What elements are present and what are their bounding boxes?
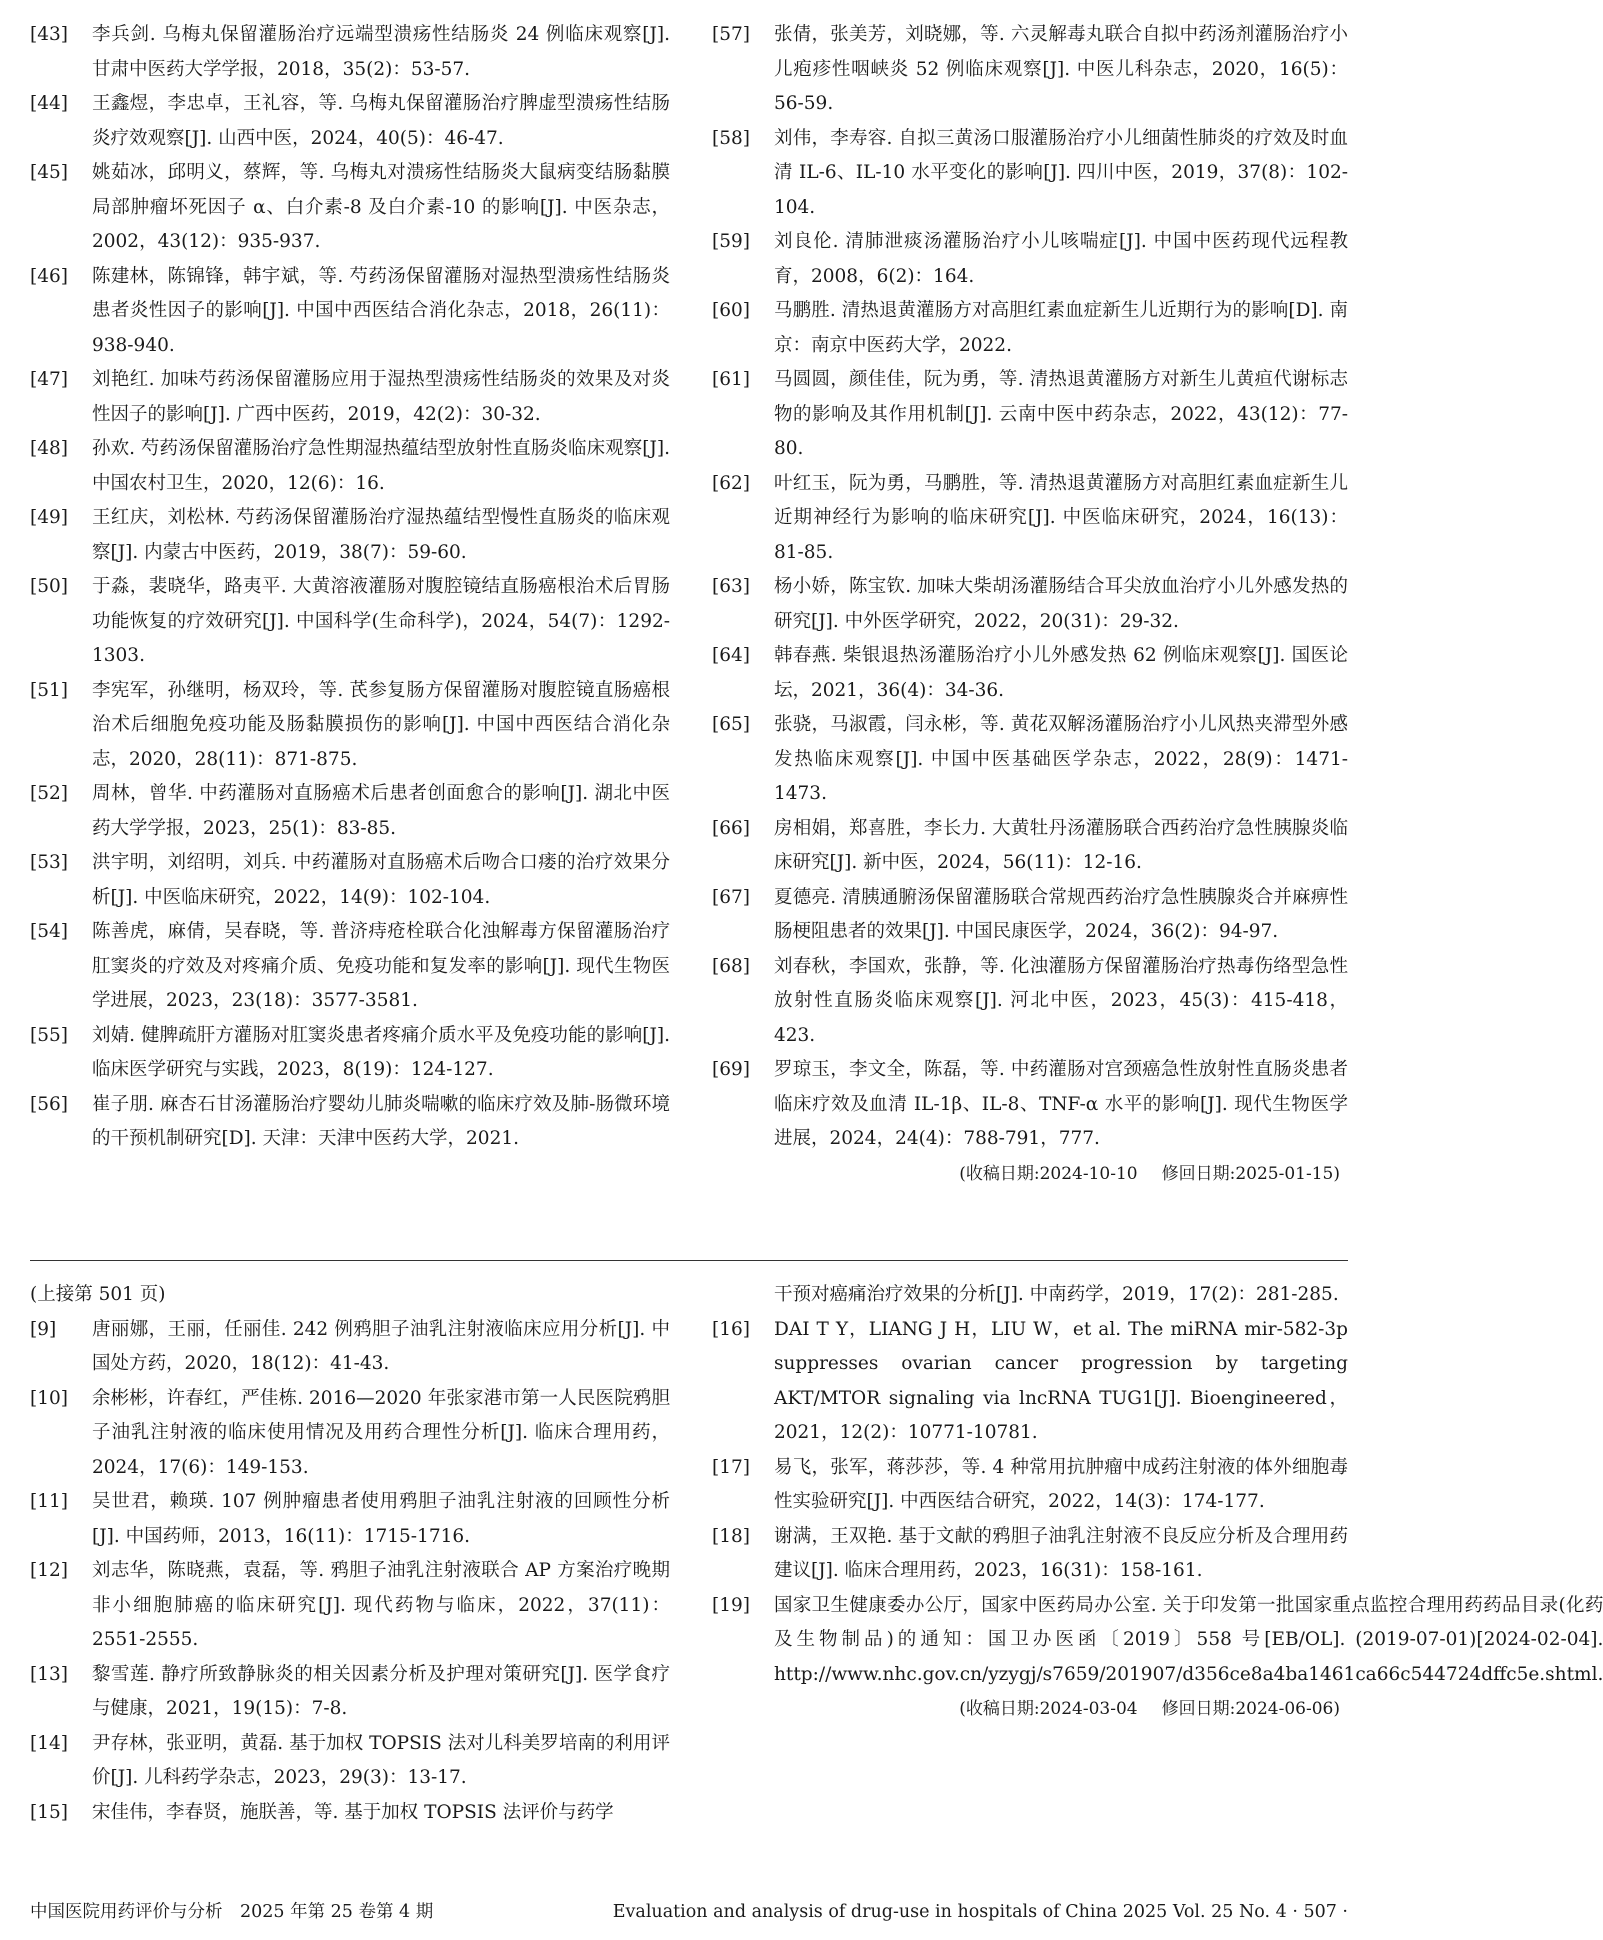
reference-list	[712, 1313, 1603, 1693]
top-left-column	[30, 18, 670, 1157]
revised-date: 修回日期:2025-01-15)	[1161, 1163, 1340, 1184]
top-right-column	[712, 18, 1348, 1191]
reference-text: 韩春燕. 柴银退热汤灌肠治疗小儿外感发热 62 例临床观察[J]. 国医论坛，2021，36(4)：34-36.	[774, 645, 1348, 701]
reference-text: 李宪军，孙继明，杨双玲，等. 芪参复肠方保留灌肠对腹腔镜直肠癌根治术后细胞免疫功能及肠黏膜损伤的影响[J]. 中国中西医结合消化杂志，2020，28(11)：871-875.	[92, 679, 670, 770]
reference-number: [61]	[712, 369, 750, 390]
reference-item	[30, 777, 670, 846]
reference-item	[712, 122, 1348, 226]
reference-item	[712, 363, 1348, 467]
reference-text: 李兵剑. 乌梅丸保留灌肠治疗远端型溃疡性结肠炎 24 例临床观察[J]. 甘肃中医药大学学报，2018，35(2)：53-57.	[92, 24, 670, 80]
reference-text: 于淼，裴晓华，路夷平. 大黄溶液灌肠对腹腔镜结直肠癌根治术后胃肠功能恢复的疗效研究[J]. 中国科学(生命科学)，2024，54(7)：1292-1303.	[92, 576, 670, 666]
reference-number: [50]	[30, 576, 68, 597]
reference-number: [56]	[30, 1093, 68, 1115]
reference-number: [12]	[30, 1560, 68, 1581]
reference-number: [57]	[712, 24, 750, 45]
reference-list	[712, 18, 1348, 1157]
reference-number: [63]	[712, 576, 750, 597]
reference-item	[30, 260, 670, 364]
reference-text: 张骁，马淑霞，闫永彬，等. 黄花双解汤灌肠治疗小儿风热夹滞型外感发热临床观察[J]. 中国中医基础医学杂志，2022，28(9)：1471-1473.	[774, 714, 1348, 804]
reference-number: [44]	[30, 93, 68, 114]
article-dates	[712, 1157, 1348, 1191]
reference-item	[712, 1520, 1348, 1589]
reference-text: 孙欢. 芍药汤保留灌肠治疗急性期湿热蕴结型放射性直肠炎临床观察[J]. 中国农村卫生，2020，12(6)：16.	[92, 438, 670, 494]
reference-item	[30, 674, 670, 778]
reference-item	[712, 950, 1348, 1054]
revised-date: 修回日期:2024-06-06)	[1161, 1699, 1340, 1719]
reference-number: [68]	[712, 955, 750, 977]
reference-item	[712, 1313, 1348, 1451]
reference-item	[30, 1313, 670, 1382]
reference-text: DAI T Y，LIANG J H，LIU W，et al. The miRNA mir-582-3p suppresses ovarian cancer progression by targeting AKT/MTOR signaling via lncRNA TUG1[J]. Bioengineered，2021，12(2)：10771-10781.	[774, 1318, 1348, 1443]
reference-item	[712, 18, 1348, 122]
reference-number: [17]	[712, 1456, 750, 1478]
reference-item	[30, 570, 670, 674]
reference-number: [67]	[712, 886, 750, 908]
reference-number: [16]	[712, 1318, 750, 1340]
reference-text: 黎雪莲. 静疗所致静脉炎的相关因素分析及护理对策研究[J]. 医学食疗与健康，2021，19(15)：7-8.	[92, 1663, 670, 1719]
reference-number: [65]	[712, 714, 750, 735]
reference-item	[30, 156, 670, 260]
reference-number: [47]	[30, 369, 68, 390]
reference-number: [45]	[30, 162, 68, 183]
reference-item	[712, 294, 1348, 363]
reference-text: 易飞，张军，蒋莎莎，等. 4 种常用抗肿瘤中成药注射液的体外细胞毒性实验研究[J]. 中西医结合研究，2022，14(3)：174-177.	[774, 1456, 1348, 1512]
received-date: (收稿日期:2024-03-04	[959, 1699, 1138, 1719]
reference-item	[30, 363, 670, 432]
reference-item	[30, 87, 670, 156]
reference-text: 刘艳红. 加味芍药汤保留灌肠应用于湿热型溃疡性结肠炎的效果及对炎性因子的影响[J]. 广西中医药，2019，42(2)：30-32.	[92, 369, 670, 425]
reference-number: [52]	[30, 783, 68, 804]
reference-text: 叶红玉，阮为勇，马鹏胜，等. 清热退黄灌肠方对高胆红素血症新生儿近期神经行为影响的临床研究[J]. 中医临床研究，2024，16(13)：81-85.	[774, 472, 1348, 563]
reference-number: [11]	[30, 1491, 68, 1512]
reference-item	[30, 1088, 670, 1157]
reference-number: [69]	[712, 1059, 750, 1080]
reference-text: 房相娟，郑喜胜，李长力. 大黄牡丹汤灌肠联合西药治疗急性胰腺炎临床研究[J]. 新中医，2024，56(11)：12-16.	[774, 817, 1348, 873]
reference-item	[712, 1451, 1348, 1520]
bottom-right-column	[712, 1278, 1603, 1726]
reference-number: [55]	[30, 1024, 68, 1046]
section-divider	[30, 1260, 1348, 1261]
reference-item	[30, 1727, 670, 1796]
reference-text: 刘志华，陈晓燕，袁磊，等. 鸦胆子油乳注射液联合 AP 方案治疗晚期非小细胞肺癌的临床研究[J]. 现代药物与临床，2022，37(11)：2551-2555.	[92, 1560, 670, 1650]
reference-item	[30, 846, 670, 915]
reference-item	[30, 501, 670, 570]
reference-text: 唐丽娜，王丽，任丽佳. 242 例鸦胆子油乳注射液临床应用分析[J]. 中国处方药，2020，18(12)：41-43.	[92, 1318, 670, 1374]
reference-text: 吴世君，赖瑛. 107 例肿瘤患者使用鸦胆子油乳注射液的回顾性分析[J]. 中国药师，2013，16(11)：1715-1716.	[92, 1491, 670, 1547]
reference-text: 马圆圆，颜佳佳，阮为勇，等. 清热退黄灌肠方对新生儿黄疸代谢标志物的影响及其作用机制[J]. 云南中医中药杂志，2022，43(12)：77-80.	[774, 369, 1348, 459]
reference-item	[30, 1658, 670, 1727]
reference-text: 马鹏胜. 清热退黄灌肠方对高胆红素血症新生儿近期行为的影响[D]. 南京：南京中医药大学，2022.	[774, 300, 1348, 356]
reference-number: [54]	[30, 921, 68, 942]
reference-number: [49]	[30, 507, 68, 528]
reference-item	[712, 570, 1348, 639]
reference-item	[712, 467, 1348, 571]
reference-item	[30, 1382, 670, 1486]
reference-text: 余彬彬，许春红，严佳栋. 2016—2020 年张家港市第一人民医院鸦胆子油乳注射液的临床使用情况及用药合理性分析[J]. 临床合理用药，2024，17(6)：149-153.	[92, 1387, 670, 1478]
received-date: (收稿日期:2024-10-10	[959, 1163, 1138, 1184]
reference-item	[30, 1019, 670, 1088]
reference-item	[712, 812, 1348, 881]
reference-item	[30, 432, 670, 501]
bottom-left-column	[30, 1278, 670, 1830]
reference-text: 刘春秋，李国欢，张静，等. 化浊灌肠方保留灌肠治疗热毒伤络型急性放射性直肠炎临床观察[J]. 河北中医，2023，45(3)：415-418，423.	[774, 955, 1348, 1046]
reference-number: [46]	[30, 265, 68, 287]
reference-text: 姚茹冰，邱明义，蔡辉，等. 乌梅丸对溃疡性结肠炎大鼠病变结肠黏膜局部肿瘤坏死因子 α、白介素-8 及白介素-10 的影响[J]. 中医杂志，2002，43(12)：935-937.	[92, 162, 670, 252]
reference-number: [60]	[712, 300, 750, 321]
reference-text: 洪宇明，刘绍明，刘兵. 中药灌肠对直肠癌术后吻合口瘘的治疗效果分析[J]. 中医临床研究，2022，14(9)：102-104.	[92, 852, 670, 908]
reference-number: [14]	[30, 1732, 68, 1754]
article-dates	[712, 1692, 1348, 1726]
reference-number: [15]	[30, 1801, 68, 1823]
reference-continuation: 干预对癌痛治疗效果的分析[J]. 中南药学，2019，17(2)：281-285.	[774, 1284, 1339, 1305]
reference-text: 罗琼玉，李文全，陈磊，等. 中药灌肠对宫颈癌急性放射性直肠炎患者临床疗效及血清 IL-1β、IL-8、TNF-α 水平的影响[J]. 现代生物医学进展，2024，24(4)：788-791，777.	[774, 1059, 1348, 1149]
reference-text: 杨小娇，陈宝钦. 加味大柴胡汤灌肠结合耳尖放血治疗小儿外感发热的研究[J]. 中外医学研究，2022，20(31)：29-32.	[774, 576, 1348, 632]
reference-list	[30, 18, 670, 1157]
reference-number: [53]	[30, 852, 68, 873]
reference-item	[30, 1485, 670, 1554]
reference-item	[712, 225, 1348, 294]
reference-number: [9]	[30, 1318, 57, 1340]
reference-text: 刘伟，李寿容. 自拟三黄汤口服灌肠治疗小儿细菌性肺炎的疗效及时血清 IL-6、IL-10 水平变化的影响[J]. 四川中医，2019，37(8)：102-104.	[774, 127, 1348, 218]
continued-from-note: (上接第 501 页)	[30, 1284, 166, 1305]
reference-item	[712, 1053, 1348, 1157]
reference-text: 周林，曾华. 中药灌肠对直肠癌术后患者创面愈合的影响[J]. 湖北中医药大学学报，2023，25(1)：83-85.	[92, 783, 670, 839]
reference-list	[30, 1313, 670, 1831]
reference-number: [64]	[712, 645, 750, 666]
reference-number: [19]	[712, 1594, 750, 1616]
reference-text: 刘良伦. 清肺泄痰汤灌肠治疗小儿咳喘症[J]. 中国中医药现代远程教育，2008，6(2)：164.	[774, 231, 1348, 287]
reference-number: [10]	[30, 1387, 68, 1409]
reference-text: 宋佳伟，李春贤，施朕善，等. 基于加权 TOPSIS 法评价与药学	[92, 1801, 614, 1823]
reference-text: 张倩，张美芳，刘晓娜，等. 六灵解毒丸联合自拟中药汤剂灌肠治疗小儿疱疹性咽峡炎 52 例临床观察[J]. 中医儿科杂志，2020，16(5)：56-59.	[774, 24, 1348, 114]
reference-number: [66]	[712, 817, 750, 839]
reference-item	[30, 18, 670, 87]
footer-journal-en: Evaluation and analysis of drug-use in hospitals of China 2025 Vol. 25 No. 4 · 507 ·	[612, 1902, 1348, 1922]
reference-item	[30, 1554, 670, 1658]
reference-text: 夏德亮. 清胰通腑汤保留灌肠联合常规西药治疗急性胰腺炎合并麻痹性肠梗阻患者的效果[J]. 中国民康医学，2024，36(2)：94-97.	[774, 886, 1348, 942]
reference-number: [48]	[30, 438, 68, 459]
reference-number: [59]	[712, 231, 750, 252]
reference-text: 王鑫煜，李忠卓，王礼容，等. 乌梅丸保留灌肠治疗脾虚型溃疡性结肠炎疗效观察[J]. 山西中医，2024，40(5)：46-47.	[92, 93, 670, 149]
reference-item	[712, 881, 1348, 950]
reference-number: [18]	[712, 1525, 750, 1547]
footer-journal-cn: 中国医院用药评价与分析 2025 年第 25 卷第 4 期	[30, 1902, 434, 1922]
reference-text: 刘婧. 健脾疏肝方灌肠对肛窦炎患者疼痛介质水平及免疫功能的影响[J]. 临床医学研究与实践，2023，8(19)：124-127.	[92, 1024, 670, 1080]
reference-number: [43]	[30, 24, 68, 45]
reference-number: [62]	[712, 472, 750, 494]
reference-text: 谢满，王双艳. 基于文献的鸦胆子油乳注射液不良反应分析及合理用药建议[J]. 临床合理用药，2023，16(31)：158-161.	[774, 1525, 1348, 1581]
reference-text: 王红庆，刘松林. 芍药汤保留灌肠治疗湿热蕴结型慢性直肠炎的临床观察[J]. 内蒙古中医药，2019，38(7)：59-60.	[92, 507, 670, 563]
reference-number: [13]	[30, 1663, 68, 1685]
reference-text: 崔子朋. 麻杏石甘汤灌肠治疗婴幼儿肺炎喘嗽的临床疗效及肺-肠微环境的干预机制研究[D]. 天津：天津中医药大学，2021.	[92, 1093, 670, 1149]
reference-item	[712, 708, 1348, 812]
reference-item	[30, 915, 670, 1019]
reference-text: 陈善虎，麻倩，吴春晓，等. 普济痔疮栓联合化浊解毒方保留灌肠治疗肛窦炎的疗效及对疼痛介质、免疫功能和复发率的影响[J]. 现代生物医学进展，2023，23(18)：3577-3581.	[92, 921, 670, 1011]
reference-text: 陈建林，陈锦锋，韩宇斌，等. 芍药汤保留灌肠对湿热型溃疡性结肠炎患者炎性因子的影响[J]. 中国中西医结合消化杂志，2018，26(11)：938-940.	[92, 265, 670, 356]
reference-item	[30, 1796, 670, 1831]
reference-number: [58]	[712, 127, 750, 149]
reference-text: 尹存林，张亚明，黄磊. 基于加权 TOPSIS 法对儿科美罗培南的利用评价[J]. 儿科药学杂志，2023，29(3)：13-17.	[92, 1732, 670, 1788]
reference-text: 国家卫生健康委办公厅，国家中医药局办公室. 关于印发第一批国家重点监控合理用药药品目录(化药及生物制品)的通知：国卫办医函〔2019〕558 号[EB/OL]. (2019-07-01)[2024-02-04]. http://www.nhc.gov.cn/yzygj/s7659/201907/d356ce8a4ba1461ca66c544724dffc5e.shtml.	[774, 1594, 1603, 1685]
reference-item	[712, 1589, 1603, 1693]
reference-item	[712, 639, 1348, 708]
reference-number: [51]	[30, 679, 68, 701]
